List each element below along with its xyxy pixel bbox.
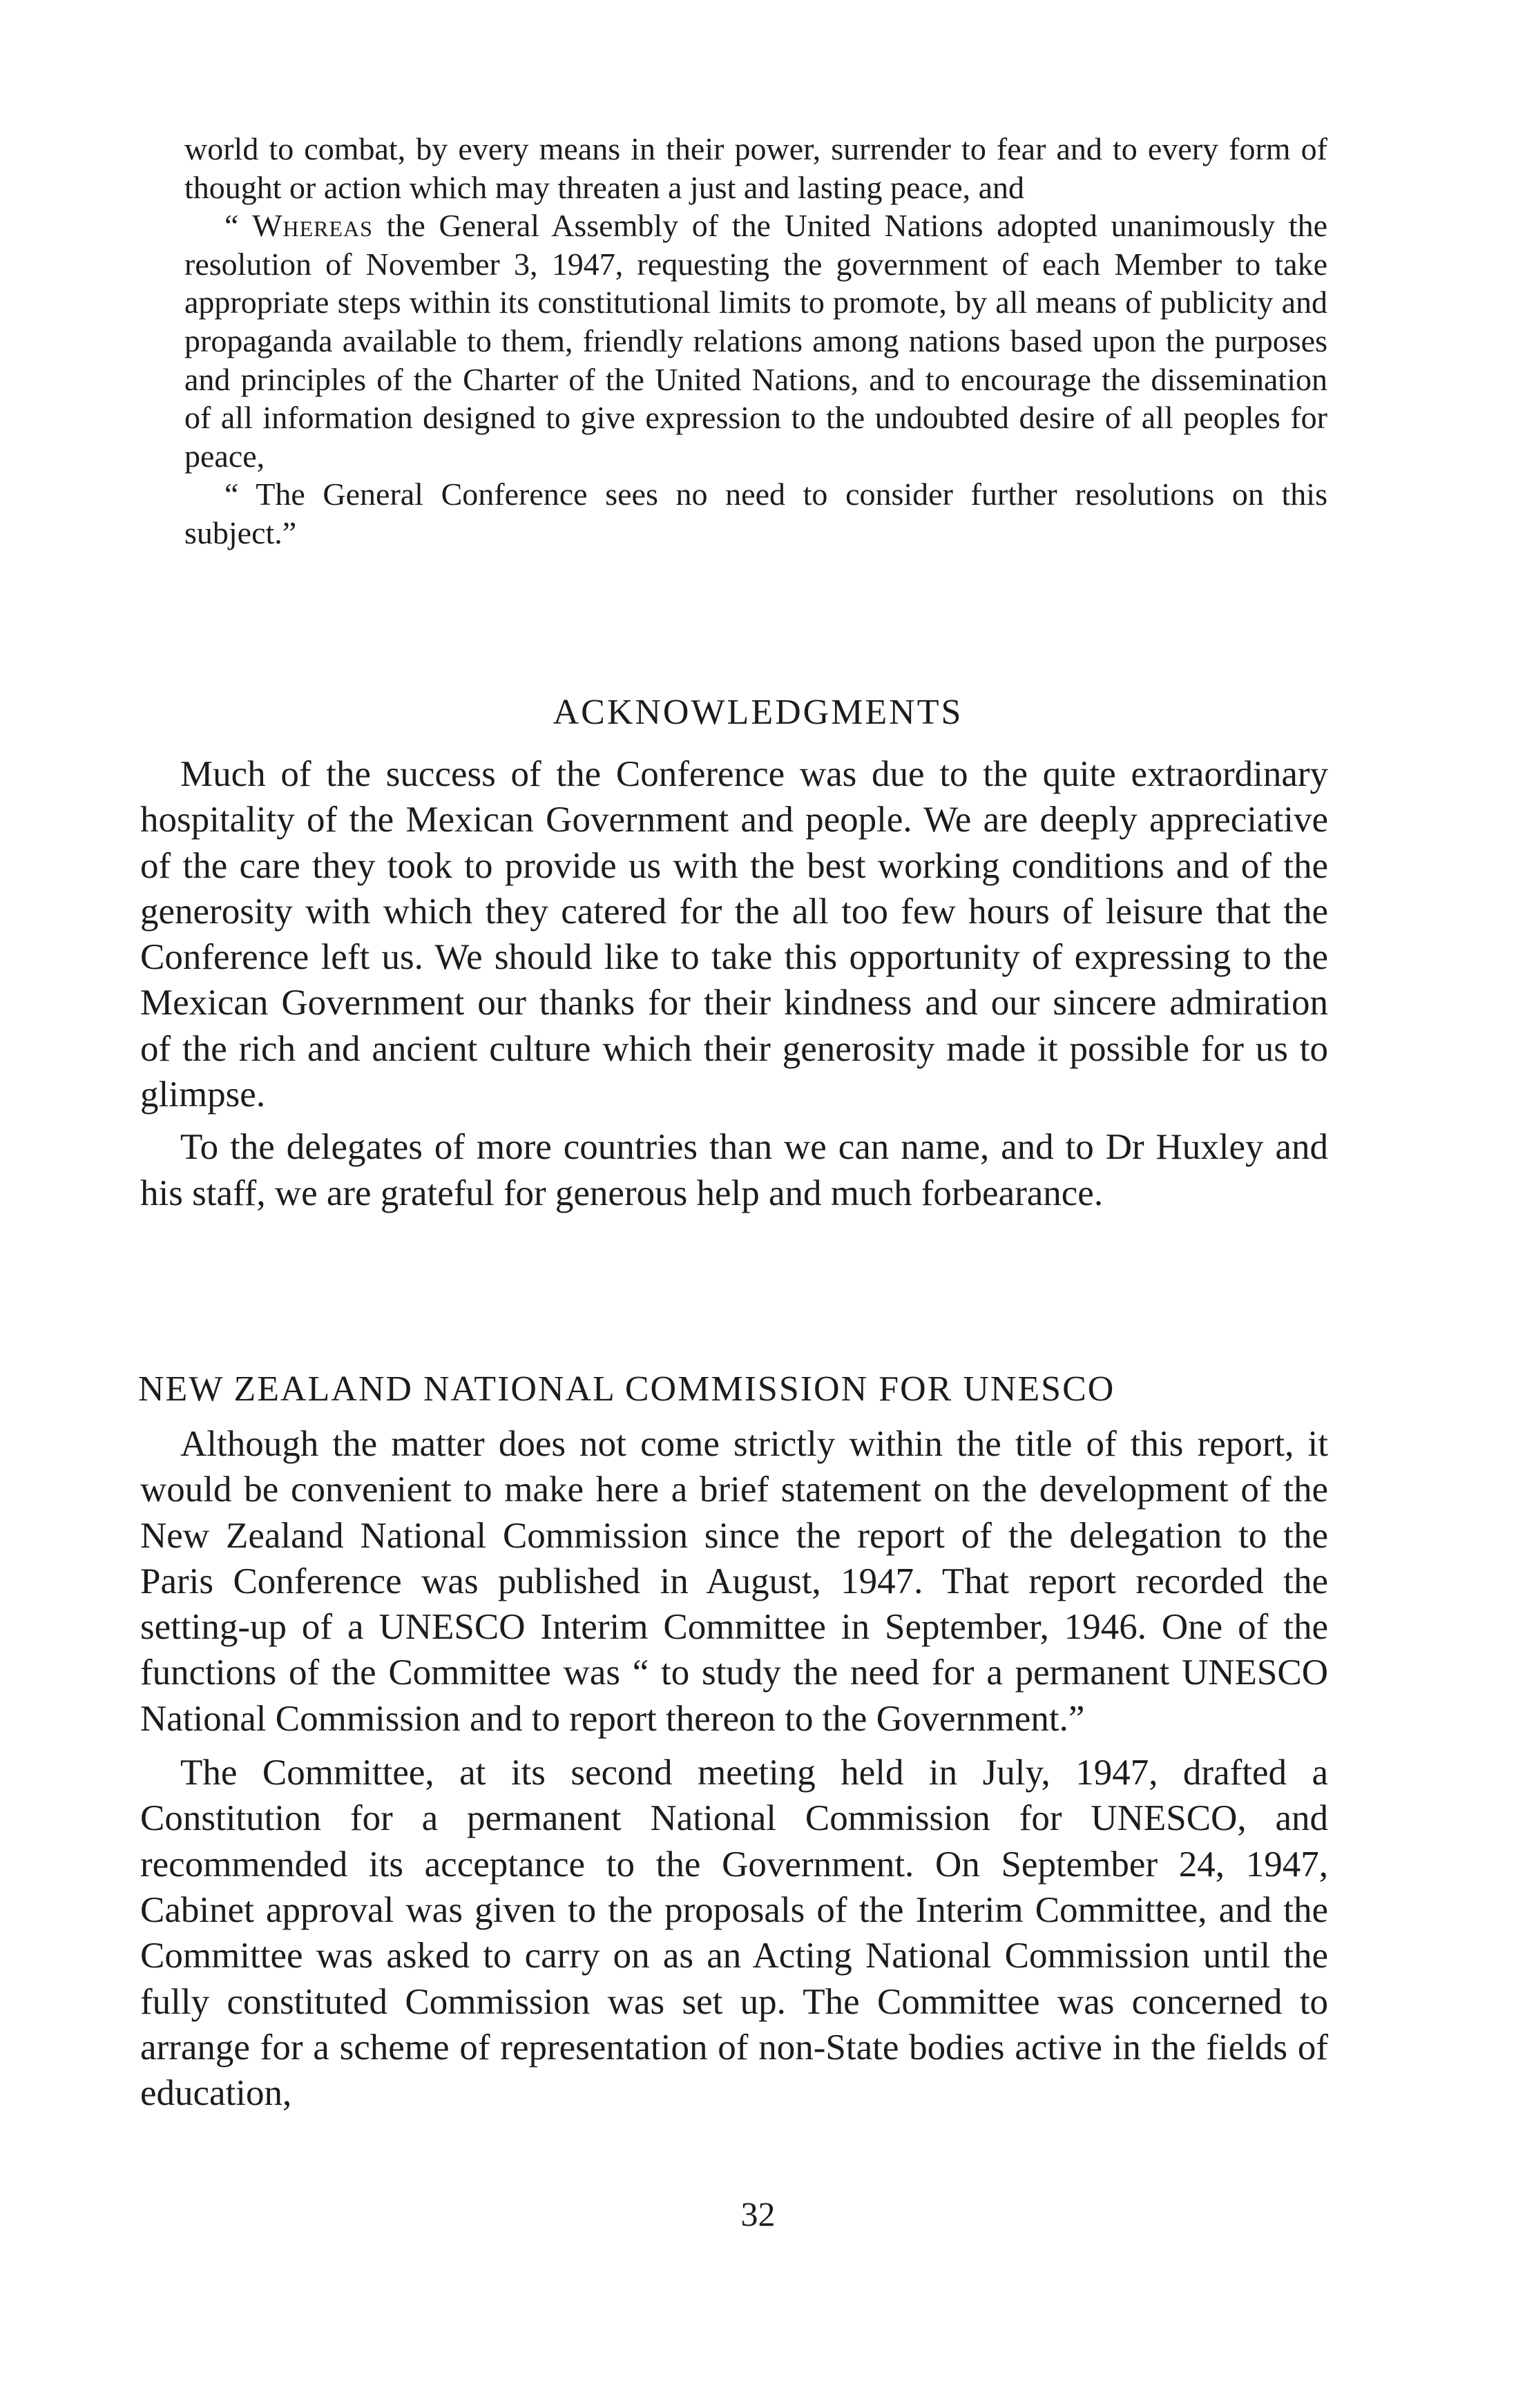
quote-paragraph-2-text: the General Assembly of the United Nations adopted unanimously the resolution of November 3, 1947, requesting the government of each Member to take appropriate steps within its constitutional limits to promote, by all means of publicity and propaganda available to them, friendly relations among nations based upon the purposes and principles of the Charter of the United Nations, and to encourage the dissemination of all information designed to give expression to the undoubted desire of all peoples for peace, (184, 208, 1327, 474)
acknowledgments-paragraph-2-text: To the delegates of more countries than we can name, and to Dr Huxley and his staff, we are grateful for generous help and much forbearance. (140, 1127, 1328, 1213)
quote-open-mark: “ (224, 208, 253, 244)
quote-paragraph-3 (184, 475, 1327, 552)
quote-paragraph-1: world to combat, by every means in their power, surrender to fear and to every form of thought or action which may threaten a just and lasting peace, and (184, 131, 1327, 205)
acknowledgments-heading: ACKNOWLEDGMENTS (553, 693, 963, 732)
nz-commission-paragraph-2-text: The Committee, at its second meeting held in July, 1947, drafted a Constitution for a permanent National Commission for UNESCO, and recommended its acceptance to the Government. On September 24, 1947, Cabinet approval was given to the proposals of the Interim Committee, and the Committee was asked to carry on as an Acting National Commission until the fully constituted Commission was set up. The Committee was concerned to arrange for a scheme of representation of non-State bodies active in the fields of education, (140, 1753, 1328, 2114)
quote-paragraph-2 (184, 206, 1327, 475)
nz-commission-paragraph-2 (140, 1750, 1328, 2116)
nz-commission-paragraph-1-text: Although the matter does not come strictly within the title of this report, it would be convenient to make here a brief statement on the development of the New Zealand National Commission since the report of the delegation to the Paris Conference was published in August, 1947. That report recorded the setting-up of a UNESCO Interim Committee in September, 1946. One of the functions of the Committee was “ to study the need for a permanent UNESCO National Commission and to report thereon to the Government.” (140, 1424, 1328, 1739)
acknowledgments-paragraph-2 (140, 1124, 1328, 1216)
nz-commission-section (140, 1421, 1328, 2116)
whereas-word: Whereas (252, 208, 373, 244)
page-number: 32 (740, 2195, 776, 2233)
acknowledgments-section (140, 751, 1328, 1216)
quote-paragraph-3-text: “ The General Conference sees no need to consider further resolutions on this subject.” (184, 476, 1327, 550)
acknowledgments-paragraph-1 (140, 751, 1328, 1117)
resolution-quote (184, 130, 1327, 552)
acknowledgments-paragraph-1-text: Much of the success of the Conference was due to the quite extraordinary hospitality of the Mexican Government and people. We are deeply appreciative of the care they took to provide us with the best working conditions and of the generosity with which they catered for the all too few hours of leisure that the Conference left us. We should like to take this opportunity of expressing to the Mexican Government our thanks for their kindness and our sincere admiration of the rich and ancient culture which their generosity made it possible for us to glimpse. (140, 754, 1328, 1115)
nz-commission-heading: NEW ZEALAND NATIONAL COMMISSION FOR UNESCO (138, 1369, 1115, 1409)
nz-commission-paragraph-1 (140, 1421, 1328, 1742)
